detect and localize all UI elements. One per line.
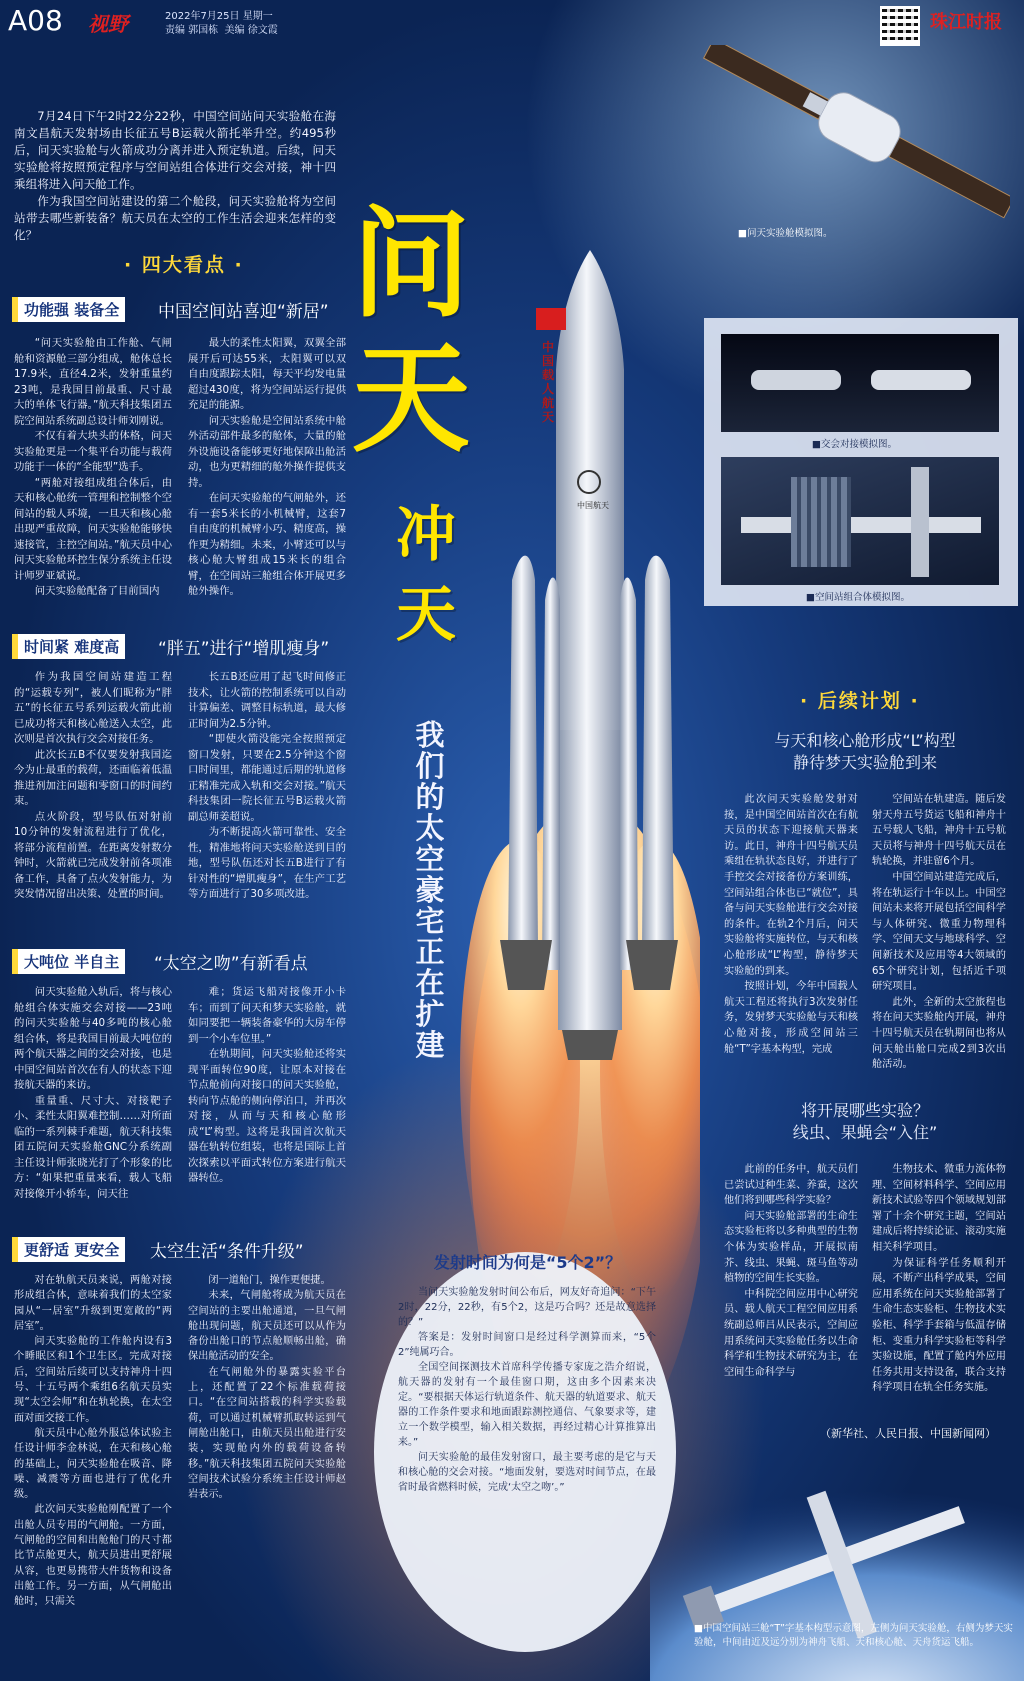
subhead-2: “胖五”进行“增肌瘦身” [158, 639, 330, 659]
paragraph: 最大的柔性太阳翼，双翼全部展开后可达55米，太阳翼可以双自由度跟踪太阳，每天平均发电量超过430度，将为空间站运行提供充足的能源。 [188, 337, 346, 411]
paragraph: 问天实验舱配备了目前国内 [34, 585, 160, 597]
rocket-logo-text: 中国航天 [577, 501, 609, 510]
paragraph: 重量重、尺寸大、对接靶子小、柔性太阳翼难控制……对所面临的一系列棘手难题，航天科技集团五院问天实验舱GNC分系统副主任设计师张晓光打了个形象的比方：“如果把重量来看，载人飞船对接像开小轿车，问天往 [14, 1094, 172, 1200]
paragraph: 此前的任务中，航天员们已尝试过种生菜、养蚕，这次他们将到哪些科学实验？ [724, 1164, 858, 1207]
qr-code-icon [880, 6, 920, 46]
item1-col2 [188, 336, 346, 600]
intro-paragraph: 7月24日下午2时22分22秒，中国空间站问天实验舱在海南文昌航天发射场由长征五号B运载火箭托举升空。约495秒后，问天实验舱与火箭成功分离并进入预定轨道。后续，问天实验舱将按照预定程序与空间站组合体进行交会对接，神十四乘组将进入问天舱工作。 [14, 109, 336, 191]
section-name: 视野 [88, 12, 128, 36]
title-char-tian: 天 [352, 329, 471, 468]
subhead-3: “太空之吻”有新看点 [154, 954, 308, 974]
paragraph: 问天实验舱入轨后，将与核心舱组合体实施交会对接——23吨的问天实验舱与40多吨的核心舱组合体，将是我国目前最大吨位的两个航天器之间的交会对接，也是中国空间站首次在有人的状态下迎接航天器的来访。 [14, 986, 172, 1091]
badge-1: 功能强 装备全 [12, 297, 125, 322]
paragraph: 中科院空间应用中心研究员、载人航天工程空间应用系统副总师吕从民表示，空间应用系统问天实验舱任务以生命科学和生物技术研究为主，在空间生命科学与 [724, 1288, 858, 1378]
item1-col1 [14, 336, 172, 600]
paragraph: 作为我国空间站建造工程的“运载专列”，被人们昵称为“胖五”的长征五号系列运载火箭此前已成功将天和核心舱送入太空，此次则是首次执行交会对接任务。 [14, 671, 172, 745]
paragraph: “两舱对接组成组合体后，由天和核心舱统一管理和控制整个空间站的载人环境，一旦天和核心舱出现严重故障，问天实验舱能够快速接管，主控空间站。”航天员中心问天实验舱环控生保分系统主任设计师罗亚斌说。 [14, 476, 172, 582]
subhead-1: 中国空间站喜迎“新居” [158, 302, 329, 322]
badge-3: 大吨位 半自主 [12, 949, 125, 974]
paragraph: 此外，全新的太空旅程也将在问天实验舱内开展，神舟十四号航天员在轨期间也将从问天舱出舱口完成2到3次出舱活动。 [872, 996, 1006, 1071]
item2-col2 [188, 670, 346, 903]
source-credit: （新华社、人民日报、中国新闻网） [820, 1427, 996, 1440]
bubble-title: 发射时间为何是“5个2”？ [433, 1253, 622, 1272]
plans1-col2 [872, 792, 1006, 1073]
caption-model: ■问天实验舱模拟图。 [738, 228, 833, 239]
paragraph: 问天实验舱部署的生命生态实验柜将以多种典型的生物个体为实验样品，开展拟南芥、线虫、果蝇、斑马鱼等动植物的空间生长实验。 [724, 1210, 858, 1285]
plans2-col2 [872, 1162, 1006, 1396]
station-combo-photo [720, 456, 1000, 586]
plans-headline-2: 将开展哪些实验？ 线虫、果蝇会“入住” [792, 1101, 938, 1142]
plans2-col1 [724, 1162, 858, 1380]
paragraph: 不仅有着大块头的体格，问天实验舱更是一个集平台功能与载荷功能于一体的“全能型”选手。 [14, 430, 172, 473]
caption-t-shape: ■中国空间站三舱“T”字基本构型示意图，左侧为问天实验舱，右侧为梦天实验舱，中间由近及远分别为神舟飞船、天和核心舱、天舟货运飞船。 [694, 1623, 1013, 1648]
paragraph: “即使火箭没能完全按照预定窗口发射，只要在2.5分钟这个窗口时间里，都能通过后期的轨道修正精准完成入轨和交会对接。”航天科技集团一院长征五号B运载火箭副总师姜超说。 [188, 733, 346, 823]
item3-col2 [188, 985, 346, 1187]
wentian-module-illustration [690, 45, 1010, 245]
section-title-highlights: · 四大看点 · [124, 254, 244, 276]
paragraph: 未来，气闸舱将成为航天员在空间站的主要出舱通道，一旦气闸舱出现问题，航天员还可以从作为备份出舱口的节点舱顺畅出舱，确保出舱活动的安全。 [188, 1290, 346, 1363]
intro-paragraph: 作为我国空间站建设的第二个舱段，问天实验舱将为空间站带去哪些新装备？航天员在太空的工作生活会迎来怎样的变化？ [14, 194, 336, 242]
paragraph: “问天实验舱由工作舱、气闸舱和资源舱三部分组成，舱体总长17.9米，直径4.2米，发射重量约23吨，是我国目前最重、尺寸最大的单体飞行器。”航天科技集团五院空间站系统副总设计师刘刚说。 [14, 337, 172, 427]
paragraph: 航天员中心舱外服总体试验主任设计师李金林说，在天和核心舱的基础上，问天实验舱在吸音、降噪、减震等方面也进行了优化升级。 [14, 1427, 172, 1501]
paragraph: 全国空间探测技术首席科学传播专家庞之浩介绍说，航天器的发射有一个最佳窗口期，这由多个因素来决定。“要根据天体运行轨道条件、航天器的轨道要求、航天器的工作条件要求和地面跟踪测控通信、气象要求等，建立一个数学模型，输入相关数据，再经过精心计算推算出来。” [398, 1362, 656, 1448]
paragraph: 此次问天实验舱发射对接，是中国空间站首次在有航天员的状态下迎接航天器来访。此日，神舟十四号航天员乘组在轨状态良好，并进行了手控交会对接备份方案训练，空间站组合体也已“就位”，具备与问天实验舱进行交会对接的条件。在轨2个月后，问天实验舱将实施转位，与天和核心舱形成“L”构型，静待梦天实验舱的到来。 [724, 794, 858, 977]
paragraph: 闭一道舱门，操作更便捷。 [208, 1275, 331, 1286]
paragraph: 在轨期间，问天实验舱还将实现平面转位90度，让原本对接在节点舱前向对接口的问天实验舱，转向节点舱的侧向停泊口，并再次对接，从而与天和核心舱形成“L”构型。这将是我国首次航天器在轨转位组装，也将是国际上首次探索以平面式转位方案进行航天器转位。 [188, 1048, 346, 1184]
paragraph: 对在轨航天员来说，两舱对接形成组合体，意味着我们的太空家园从“一居室”升级到更宽敞的“两居室”。 [14, 1275, 172, 1332]
paragraph: 为保证科学任务顺利开展，不断产出科学成果，空间应用系统在问天实验舱部署了生命生态实验柜、生物技术实验柜、科学手套箱与低温存储柜、变重力科学实验柜等科学实验设施，配置了舱内外应用任务共用支持设备，联合支持科学项目在轨全任务实施。 [872, 1257, 1006, 1394]
paragraph: 按照计划，今年中国载人航天工程还将执行3次发射任务，发射梦天实验舱与天和核心舱对接，形成空间站三舱“T”字基本构型，完成 [724, 981, 858, 1055]
paragraph: 此次长五B不仅要发射我国迄今为止最重的载荷，还面临着低温推进剂加注问题和零窗口的时间约束。 [14, 748, 172, 807]
paragraph: 问天实验舱的工作舱内设有3个睡眠区和1个卫生区。完成对接后，空间站后续可以支持神舟十四号、十五号两个乘组6名航天员实现“太空会师”和在轨轮换，在太空面对面交接工作。 [14, 1336, 172, 1424]
caption-docking: ■交会对接模拟图。 [812, 439, 897, 450]
page-number: A08 [8, 4, 63, 37]
plans-headline-1: 与天和核心舱形成“L”构型 静待梦天实验舱到来 [774, 731, 956, 772]
section-title-plans: · 后续计划 · [800, 690, 920, 712]
paragraph: 在气闸舱外的暴露实验平台上，还配置了22个标准载荷接口。“在空间站搭载的科学实验载荷，可以通过机械臂抓取转运到气闸舱出舱口，由航天员出舱进行安装，实现舱内外的载荷设备转移。”航天科技集团五院问天实验舱空间技术试验分系统主任设计师赵岩表示。 [188, 1366, 346, 1501]
paragraph: 长五B还应用了起飞时间修正技术，让火箭的控制系统可以自动计算偏差、调整目标轨道，最大修正时间为2.5分钟。 [188, 671, 346, 730]
paragraph: 生物技术、微重力流体物理、空间材料科学、空间应用新技术试验等四个领域规划部署了十余个研究主题，空间站建成后将持续论证、滚动实施相关科学项目。 [872, 1164, 1006, 1253]
paragraph: 答案是：发射时间窗口是经过科学测算而来，“5个2”纯属巧合。 [398, 1332, 656, 1358]
item4-col2 [188, 1273, 346, 1502]
intro-text [14, 108, 336, 244]
newspaper-logo: 珠江时报 [930, 12, 1002, 33]
paragraph: 点火阶段，型号队伍对射前10分钟的发射流程进行了优化，将部分流程前置。在距离发射数分钟时，火箭就已完成发射前各项准备工作，具备了点火发射能力，为突发情况留出决策、处置的时间。 [14, 810, 172, 900]
badge-2: 时间紧 难度高 [12, 634, 125, 659]
paragraph: 为不断提高火箭可靠性、安全性，精准地将问天实验舱送到目的地，型号队伍还对长五B进行了有针对性的“增肌瘦身”，在生产工艺等方面进行了30多项改进。 [188, 826, 346, 900]
main-subtitle: 我们的太空豪宅正在扩建 [415, 718, 445, 1062]
docking-photo [720, 333, 1000, 433]
issue-meta: 2022年7月25日 星期一 责编 郭国栋 美编 徐文霞 [165, 11, 278, 36]
flag-icon [536, 308, 566, 330]
item3-col1 [14, 985, 172, 1202]
paragraph: 问天实验舱的最佳发射窗口，最主要考虑的是它与天和核心舱的交会对接。“地面发射，要选对时间节点，在最省时最省燃料时候，完成‘太空之吻’。” [398, 1452, 656, 1493]
paragraph: 空间站在轨建造。随后发射天舟五号货运飞船和神舟十五号载人飞船，神舟十五号航天员将与神舟十四号航天员在轨轮换，并驻留6个月。 [872, 794, 1006, 868]
paragraph: 当问天实验舱发射时间公布后，网友好奇追问：“下午2时，22分，22秒，有5个2，这是巧合吗？还是故意选择的？” [398, 1287, 656, 1328]
subhead-4: 太空生活“条件升级” [150, 1242, 304, 1262]
title-char-wen: 问 [352, 194, 471, 333]
rocket-body-text: 中国载人航天 [542, 340, 555, 424]
paragraph: 在问天实验舱的气闸舱外，还有一套5米长的小机械臂，这套7自由度的机械臂小巧、精度高，操作更为精细。未来，小臂还可以与核心舱大臂组成15米长的组合臂，在空间站三舱组合体开展更多舱外操作。 [188, 492, 346, 597]
paragraph: 此次问天实验舱刚配置了一个出舱人员专用的气闸舱。一方面，气闸舱的空间和出舱舱门的尺寸都比节点舱更大，航天员进出更舒展从容，也更易携带大件货物和设备出舱工作。另一方面，从气闸舱出舱时，只需关 [14, 1504, 172, 1608]
plans1-col1 [724, 792, 858, 1057]
title-char-chong: 冲 [396, 500, 456, 570]
bubble-text [398, 1285, 656, 1495]
caption-combo: ■空间站组合体模拟图。 [806, 592, 910, 603]
paragraph: 问天实验舱是空间站系统中舱外活动部件最多的舱体，大量的舱外设施设备能够更好地保障出舱活动，也为更精细的舱外操作提供支持。 [188, 414, 346, 489]
title-char-tian2: 天 [396, 580, 456, 650]
badge-4: 更舒适 更安全 [12, 1237, 125, 1262]
paragraph: 中国空间站建造完成后，将在轨运行十年以上。中国空间站未来将开展包括空间科学与人体研究、微重力物理科学、空间天文与地球科学、空间新技术及应用等4大领域的65个研究计划，包括近千项研究项目。 [872, 871, 1006, 993]
paragraph: 难；货运飞船对接像开小卡车；而到了问天和梦天实验舱，就如同要把一辆装备豪华的大房车停到一个小车位里。” [188, 986, 346, 1045]
item4-col1 [14, 1273, 172, 1610]
item2-col1 [14, 670, 172, 903]
